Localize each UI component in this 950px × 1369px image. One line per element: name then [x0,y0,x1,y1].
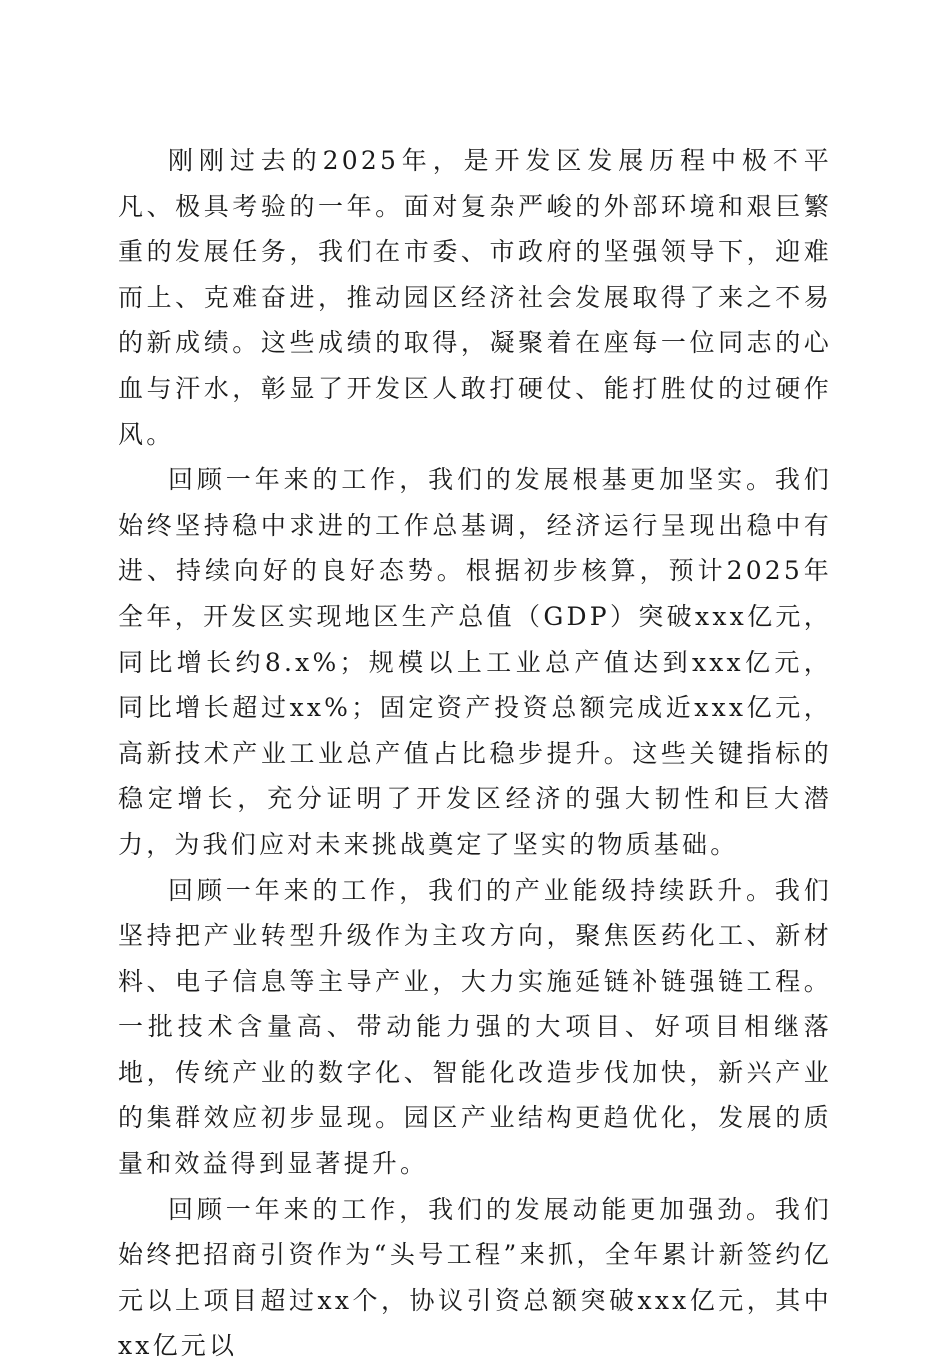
paragraph-1: 刚刚过去的2025年，是开发区发展历程中极不平凡、极具考验的一年。面对复杂严峻的外部环境和艰巨繁重的发展任务，我们在市委、市政府的坚强领导下，迎难而上、克难奋进，推动园区经济社会发展取得了来之不易的新成绩。这些成绩的取得，凝聚着在座每一位同志的心血与汗水，彰显了开发区人敢打硬仗、能打胜仗的过硬作风。 [118,146,832,449]
document-body [118,138,832,1369]
paragraph-2: 回顾一年来的工作，我们的发展根基更加坚实。我们始终坚持稳中求进的工作总基调，经济运行呈现出稳中有进、持续向好的良好态势。根据初步核算，预计2025年全年，开发区实现地区生产总值（GDP）突破xxx亿元，同比增长约8.x%；规模以上工业总产值达到xxx亿元，同比增长超过xx%；固定资产投资总额完成近xxx亿元，高新技术产业工业总产值占比稳步提升。这些关键指标的稳定增长，充分证明了开发区经济的强大韧性和巨大潜力，为我们应对未来挑战奠定了坚实的物质基础。 [118,465,832,859]
paragraph-4: 回顾一年来的工作，我们的发展动能更加强劲。我们始终把招商引资作为“头号工程”来抓，全年累计新签约亿元以上项目超过xx个，协议引资总额突破xxx亿元，其中xx亿元以 [118,1194,832,1361]
paragraph-3: 回顾一年来的工作，我们的产业能级持续跃升。我们坚持把产业转型升级作为主攻方向，聚焦医药化工、新材料、电子信息等主导产业，大力实施延链补链强链工程。一批技术含量高、带动能力强的大项目、好项目相继落地，传统产业的数字化、智能化改造步伐加快，新兴产业的集群效应初步显现。园区产业结构更趋优化，发展的质量和效益得到显著提升。 [118,875,832,1179]
